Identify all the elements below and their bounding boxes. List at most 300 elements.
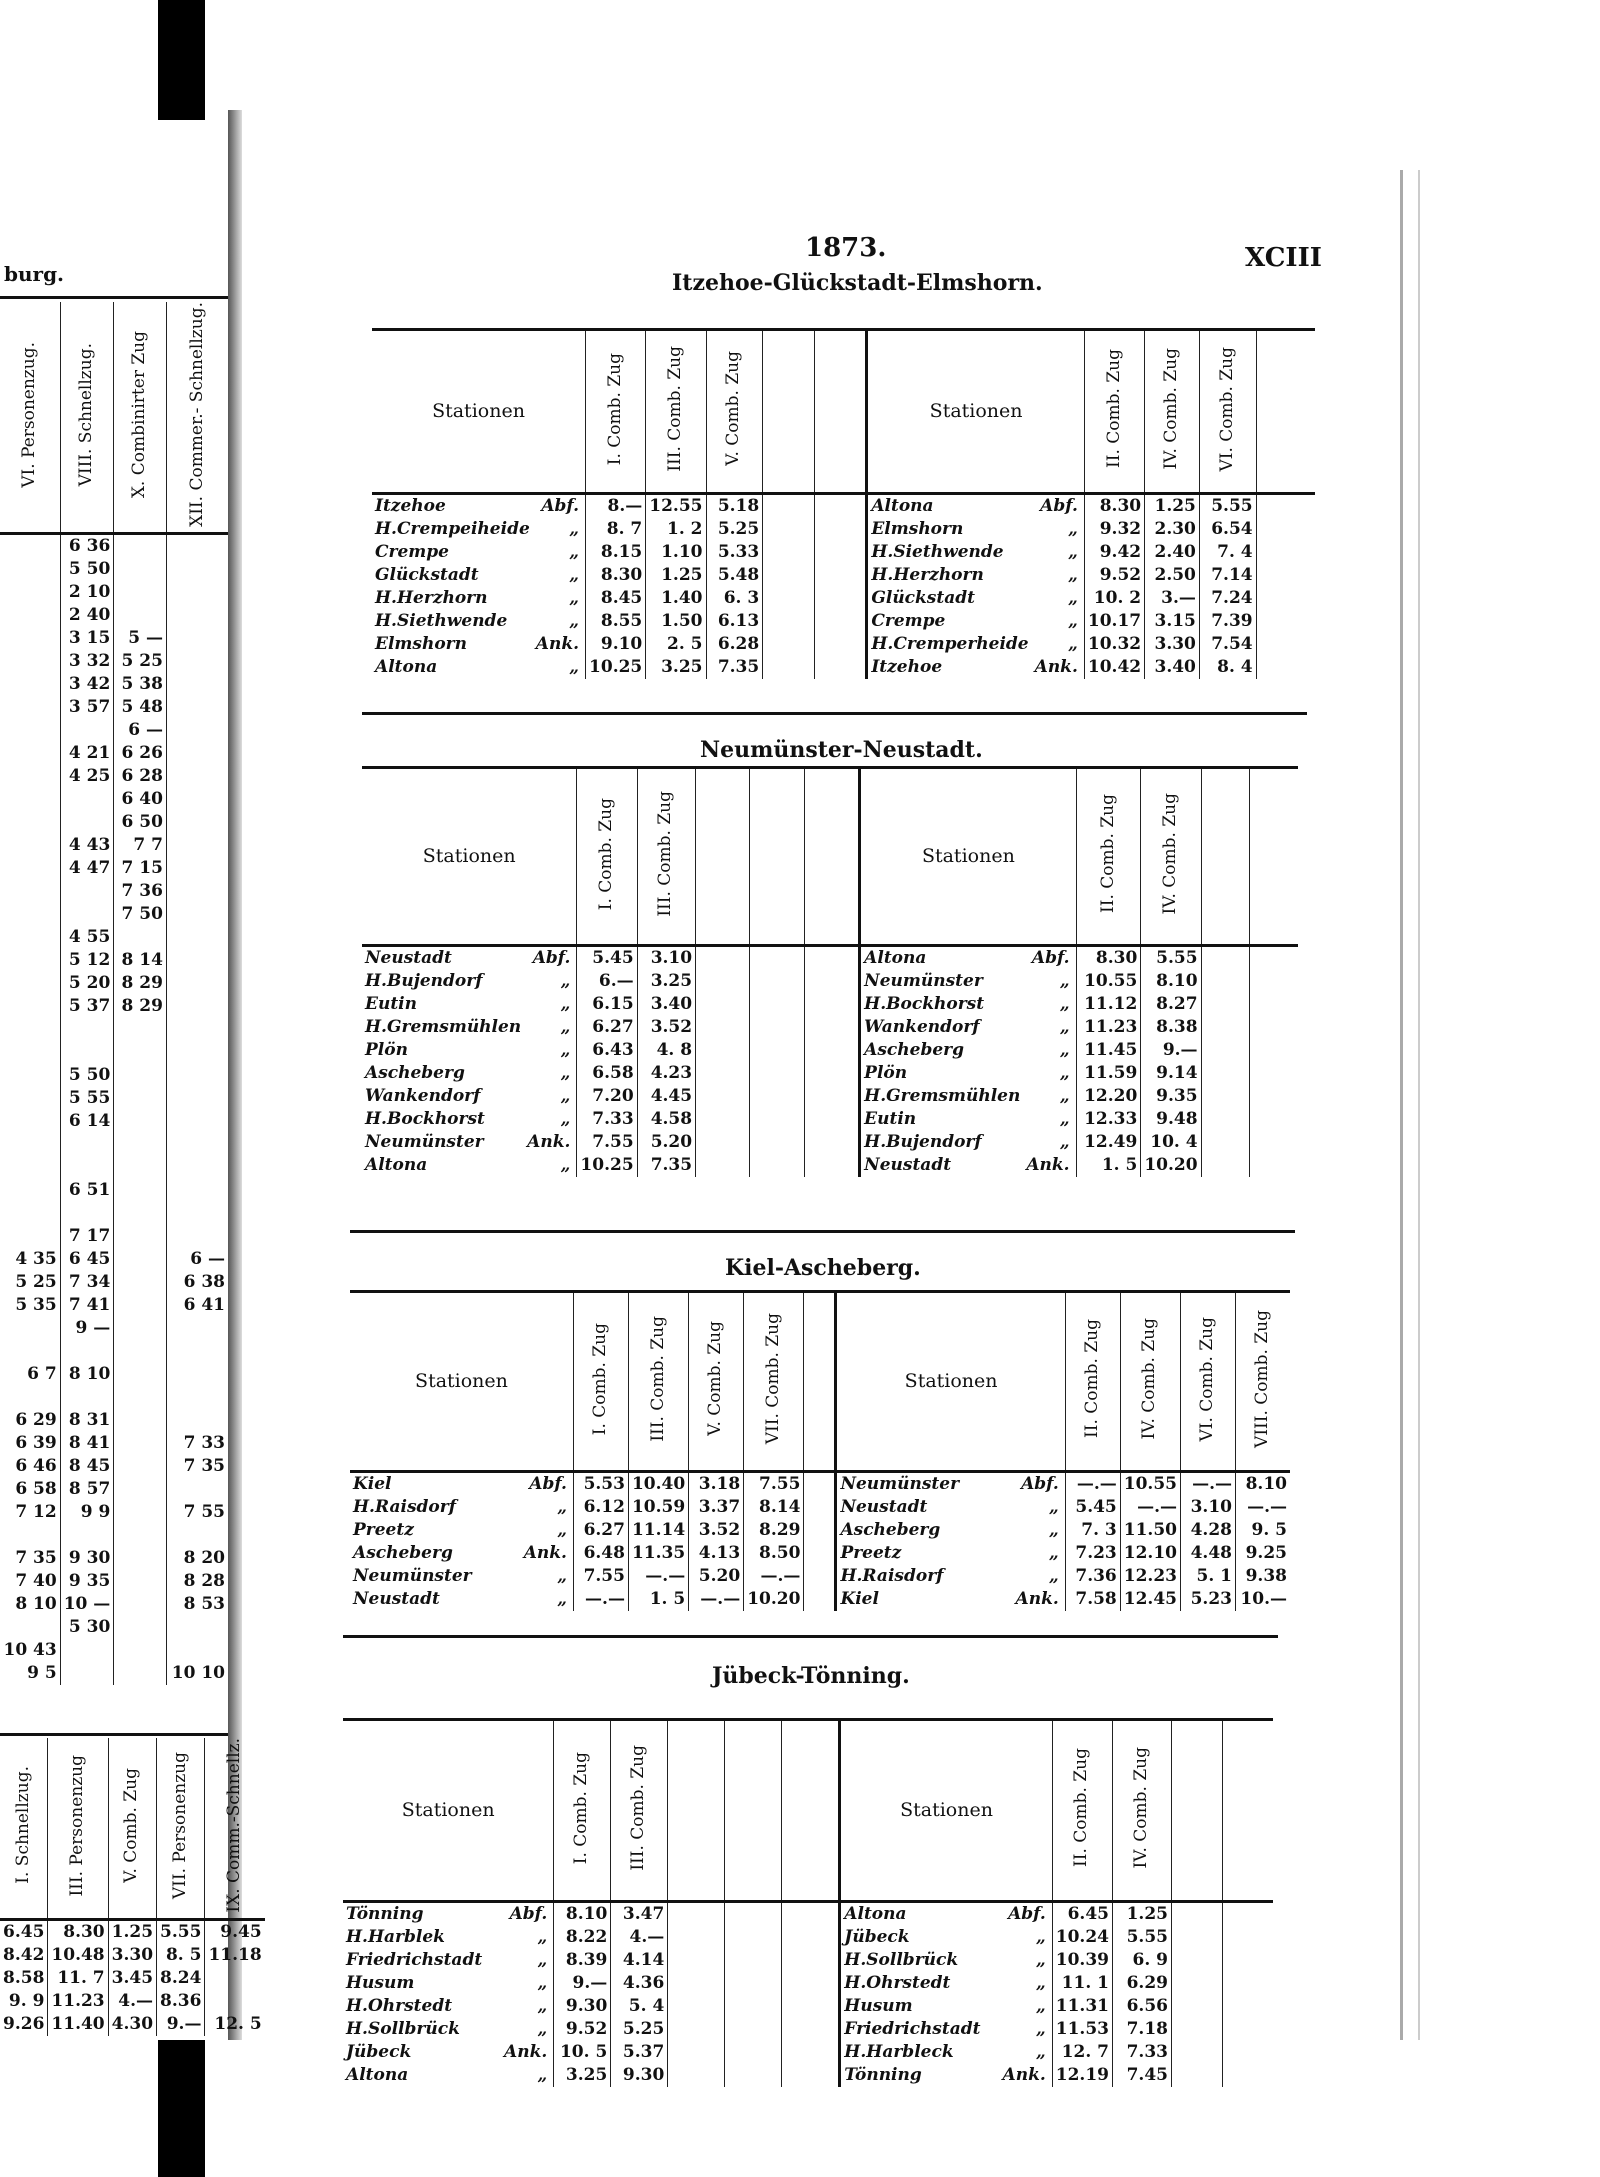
station-name: Elmshorn xyxy=(375,634,467,654)
time-cell: 6 — xyxy=(114,719,167,742)
table-title-kiel: Kiel-Ascheberg. xyxy=(725,1255,921,1281)
timetable-itzehoe-table xyxy=(372,331,1315,679)
table-row xyxy=(0,1432,228,1455)
empty-cell xyxy=(668,1995,725,2018)
empty-cell xyxy=(1201,1085,1250,1108)
time-cell xyxy=(114,1478,167,1501)
time-cell: 8 20 xyxy=(166,1547,228,1570)
time-cell: 4 25 xyxy=(60,765,114,788)
left-bottom-table xyxy=(0,1738,265,2036)
time-cell: 2 40 xyxy=(60,604,114,627)
station-suffix: Abf. xyxy=(1008,1904,1046,1924)
table-row xyxy=(343,1926,1273,1949)
time-cell xyxy=(114,1524,167,1547)
time-cell: 6 39 xyxy=(15,1433,57,1454)
time-cell: 7 7 xyxy=(114,834,167,857)
train-header: III. Comb. Zug xyxy=(611,1721,668,1901)
empty-cell xyxy=(750,993,804,1016)
time-cell: 1. 2 xyxy=(646,518,706,541)
time-cell xyxy=(0,765,60,788)
time-cell: 3.15 xyxy=(1145,610,1200,633)
stations-header: Stationen xyxy=(836,1293,1065,1471)
station-name: Ascheberg xyxy=(860,1039,1024,1062)
empty-cell xyxy=(1223,2064,1274,2087)
time-cell: 7.36 xyxy=(1065,1565,1120,1588)
train-header: III. Comb. Zug xyxy=(646,331,706,493)
train-header: III. Comb. Zug xyxy=(628,1293,688,1471)
left-bot-vii-header: VII. Personenzug xyxy=(157,1738,205,1919)
time-cell xyxy=(114,1271,167,1294)
time-cell: 11.14 xyxy=(628,1519,688,1542)
time-cell: 5 37 xyxy=(60,995,114,1018)
time-cell: 8 41 xyxy=(60,1432,114,1455)
time-cell xyxy=(114,1248,167,1271)
time-cell xyxy=(166,533,228,558)
time-cell: 6 38 xyxy=(166,1271,228,1294)
time-cell xyxy=(0,558,60,581)
empty-cell xyxy=(750,1016,804,1039)
time-cell: 5 12 xyxy=(60,949,114,972)
time-cell: 5.20 xyxy=(637,1131,695,1154)
table-row xyxy=(0,1156,228,1179)
empty-cell xyxy=(696,1108,750,1131)
timetable-neumuenster-table xyxy=(362,769,1298,1177)
time-cell: 5.53 xyxy=(573,1471,628,1496)
time-cell: —.— xyxy=(689,1588,744,1611)
time-cell: 7 36 xyxy=(114,880,167,903)
time-cell xyxy=(0,995,60,1018)
time-cell: 3.52 xyxy=(689,1519,744,1542)
station-suffix: „ xyxy=(1035,2019,1046,2039)
time-cell: 9.26 xyxy=(3,2014,45,2035)
table-row xyxy=(0,1340,228,1363)
time-cell xyxy=(166,903,228,926)
table-row xyxy=(0,1990,265,2013)
time-cell: 8 28 xyxy=(166,1570,228,1593)
station-suffix: Abf. xyxy=(509,1904,548,1924)
train-header: IV. Comb. Zug xyxy=(1120,1293,1180,1471)
table-row xyxy=(350,1496,1290,1519)
table-row xyxy=(0,903,228,926)
time-cell: 8.45 xyxy=(586,587,646,610)
table-row xyxy=(362,1039,1298,1062)
station-suffix: „ xyxy=(560,1017,571,1037)
station-name: Crempe xyxy=(867,610,1032,633)
empty-cell xyxy=(814,564,867,587)
station-suffix: „ xyxy=(569,588,580,608)
time-cell xyxy=(114,1294,167,1317)
time-cell xyxy=(205,1990,265,2013)
empty-cell xyxy=(1223,1901,1274,1926)
time-cell xyxy=(166,673,228,696)
time-cell xyxy=(60,903,114,926)
empty-cell xyxy=(1250,1108,1298,1131)
time-cell: 3.10 xyxy=(1181,1496,1236,1519)
time-cell xyxy=(114,1317,167,1340)
station-suffix: Ank. xyxy=(1034,657,1078,677)
time-cell: 8.36 xyxy=(157,1990,205,2013)
station-name: Neustadt xyxy=(353,1589,440,1609)
time-cell: 8.55 xyxy=(586,610,646,633)
station-suffix: „ xyxy=(560,1086,571,1106)
empty-cell xyxy=(668,2041,725,2064)
station-suffix: Ank. xyxy=(535,634,580,654)
time-cell xyxy=(166,1087,228,1110)
left-top-rule xyxy=(0,296,228,299)
empty-cell xyxy=(668,1901,725,1926)
stations-header: Stationen xyxy=(867,331,1085,493)
station-suffix: Ank. xyxy=(1015,1589,1059,1609)
time-cell: 7 17 xyxy=(60,1225,114,1248)
empty-cell xyxy=(814,587,867,610)
time-cell xyxy=(0,533,60,558)
empty-cell xyxy=(804,1016,859,1039)
table-row xyxy=(362,993,1298,1016)
time-cell xyxy=(166,1639,228,1662)
table-row xyxy=(0,1616,228,1639)
station-name: H.Sollbrück xyxy=(346,2019,460,2039)
table-row xyxy=(343,1995,1273,2018)
time-cell xyxy=(60,1133,114,1156)
station-name: Ascheberg xyxy=(365,1063,465,1083)
table-row xyxy=(0,581,228,604)
time-cell: 3.25 xyxy=(554,2064,611,2087)
empty-cell xyxy=(725,2018,782,2041)
train-header: V. Comb. Zug xyxy=(689,1293,744,1471)
time-cell xyxy=(114,1179,167,1202)
empty-column xyxy=(668,1721,725,1901)
station-suffix: „ xyxy=(1059,1063,1070,1083)
stations-header: Stationen xyxy=(362,769,577,945)
time-cell: 7.33 xyxy=(577,1108,637,1131)
time-cell xyxy=(0,1087,60,1110)
time-cell: 7.35 xyxy=(706,656,763,679)
time-cell: 5 38 xyxy=(114,673,167,696)
train-header: III. Comb. Zug xyxy=(637,769,695,945)
time-cell xyxy=(114,1547,167,1570)
time-cell xyxy=(0,972,60,995)
empty-cell xyxy=(804,1496,836,1519)
time-cell: 7.55 xyxy=(573,1565,628,1588)
time-cell: 11. 7 xyxy=(48,1967,108,1990)
station-suffix: „ xyxy=(569,611,580,631)
time-cell xyxy=(166,1202,228,1225)
time-cell: —.— xyxy=(1065,1471,1120,1496)
time-cell: 8 10 xyxy=(15,1594,57,1615)
time-cell: 9 9 xyxy=(60,1501,114,1524)
table-row xyxy=(362,1154,1298,1177)
empty-cell xyxy=(763,541,815,564)
time-cell xyxy=(114,1087,167,1110)
empty-cell xyxy=(1250,945,1298,970)
time-cell: 9.52 xyxy=(554,2018,611,2041)
empty-cell xyxy=(804,1542,836,1565)
time-cell: 6.48 xyxy=(573,1542,628,1565)
page-year: 1873. xyxy=(805,233,887,263)
time-cell xyxy=(114,1455,167,1478)
table-row xyxy=(0,696,228,719)
time-cell: 12.45 xyxy=(1120,1588,1180,1611)
empty-cell xyxy=(1172,1926,1223,1949)
empty-column xyxy=(1250,769,1298,945)
time-cell: 9.— xyxy=(554,1972,611,1995)
time-cell xyxy=(166,1363,228,1386)
left-bottom-rule xyxy=(0,1733,228,1736)
station-name: Tönning xyxy=(346,1904,424,1924)
station-name: Eutin xyxy=(365,994,417,1014)
station-suffix: „ xyxy=(1035,1927,1046,1947)
station-name: Neustadt xyxy=(860,1154,1024,1177)
station-name: Altona xyxy=(840,1901,995,1926)
table-row xyxy=(0,1294,228,1317)
time-cell xyxy=(114,1110,167,1133)
time-cell: —.— xyxy=(573,1588,628,1611)
station-name: H.Sollbrück xyxy=(840,1949,995,1972)
time-cell: 10.59 xyxy=(628,1496,688,1519)
table-title-itzehoe: Itzehoe-Glückstadt-Elmshorn. xyxy=(672,270,1043,296)
time-cell: 7.45 xyxy=(1113,2064,1172,2087)
time-cell xyxy=(0,604,60,627)
empty-cell xyxy=(782,2064,840,2087)
time-cell xyxy=(0,673,60,696)
station-name: Glückstadt xyxy=(375,565,479,585)
time-cell xyxy=(0,627,60,650)
empty-cell xyxy=(804,1108,859,1131)
time-cell: 10.40 xyxy=(628,1471,688,1496)
table-row xyxy=(350,1565,1290,1588)
time-cell: 5.45 xyxy=(1065,1496,1120,1519)
station-name: Husum xyxy=(346,1973,415,1993)
empty-cell xyxy=(804,1039,859,1062)
time-cell xyxy=(166,1133,228,1156)
empty-cell xyxy=(782,2041,840,2064)
time-cell xyxy=(114,926,167,949)
time-cell: 8.— xyxy=(586,493,646,518)
station-name: H.Ohrstedt xyxy=(346,1996,453,2016)
table-row xyxy=(372,541,1315,564)
left-col-x-header: X. Combinirter Zug xyxy=(114,302,167,533)
time-cell: 3.40 xyxy=(637,993,695,1016)
time-cell: 9.38 xyxy=(1236,1565,1291,1588)
time-cell xyxy=(0,1340,60,1363)
table-row xyxy=(0,1547,228,1570)
time-cell: 10.25 xyxy=(577,1154,637,1177)
time-cell xyxy=(114,1041,167,1064)
time-cell: 7.33 xyxy=(1113,2041,1172,2064)
time-cell xyxy=(0,949,60,972)
train-header: I. Comb. Zug xyxy=(577,769,637,945)
time-cell xyxy=(60,1662,114,1685)
time-cell: 7 15 xyxy=(114,857,167,880)
station-name: Glückstadt xyxy=(867,587,1032,610)
time-cell: 6 51 xyxy=(60,1179,114,1202)
time-cell xyxy=(166,696,228,719)
station-suffix: Abf. xyxy=(1021,1474,1059,1494)
time-cell: 11.53 xyxy=(1052,2018,1112,2041)
table-row xyxy=(0,1087,228,1110)
time-cell xyxy=(114,1662,167,1685)
time-cell: 5 48 xyxy=(114,696,167,719)
station-name: H.Bujendorf xyxy=(860,1131,1024,1154)
station-name: Tönning xyxy=(840,2064,995,2087)
time-cell: 1.50 xyxy=(646,610,706,633)
time-cell: 7 33 xyxy=(166,1432,228,1455)
time-cell xyxy=(60,1018,114,1041)
station-suffix: „ xyxy=(1068,611,1078,631)
table-row xyxy=(0,627,228,650)
time-cell xyxy=(166,650,228,673)
time-cell: 8.14 xyxy=(744,1496,804,1519)
table-row xyxy=(362,1085,1298,1108)
page-edge-right-2 xyxy=(1418,170,1420,2040)
time-cell: 6 45 xyxy=(60,1248,114,1271)
time-cell: 6. 3 xyxy=(706,587,763,610)
time-cell: 8 10 xyxy=(60,1363,114,1386)
time-cell: 2 10 xyxy=(60,581,114,604)
time-cell: 6 28 xyxy=(114,765,167,788)
time-cell: 5 30 xyxy=(60,1616,114,1639)
station-name: Neustadt xyxy=(836,1496,998,1519)
station-suffix: „ xyxy=(560,1063,571,1083)
time-cell: 4 43 xyxy=(60,834,114,857)
time-cell: 7 35 xyxy=(15,1548,57,1569)
station-suffix: „ xyxy=(1035,1973,1046,1993)
time-cell xyxy=(114,1225,167,1248)
time-cell: 6 50 xyxy=(114,811,167,834)
table-title-neumuenster: Neumünster-Neustadt. xyxy=(700,737,983,763)
empty-cell xyxy=(814,656,867,679)
time-cell: 9. 9 xyxy=(8,1991,45,2012)
time-cell xyxy=(166,1409,228,1432)
empty-cell xyxy=(804,1519,836,1542)
time-cell: 10.20 xyxy=(1141,1154,1201,1177)
left-bottom-body xyxy=(0,1919,265,2036)
time-cell: 6 41 xyxy=(166,1294,228,1317)
time-cell: 9.30 xyxy=(554,1995,611,2018)
table-row xyxy=(0,719,228,742)
empty-cell xyxy=(1250,1085,1298,1108)
time-cell: 5 25 xyxy=(15,1272,57,1293)
time-cell xyxy=(0,1064,60,1087)
time-cell: 6.56 xyxy=(1113,1995,1172,2018)
time-cell: 9.— xyxy=(1141,1039,1201,1062)
time-cell: 9.10 xyxy=(586,633,646,656)
time-cell: 6 36 xyxy=(60,533,114,558)
station-name: H.Harbleck xyxy=(840,2041,995,2064)
station-name: Eutin xyxy=(860,1108,1024,1131)
time-cell: 4.23 xyxy=(637,1062,695,1085)
empty-cell xyxy=(1250,1154,1298,1177)
station-name: H.Herzhorn xyxy=(867,564,1032,587)
time-cell: 8 57 xyxy=(60,1478,114,1501)
table-row xyxy=(0,1662,228,1685)
time-cell: 10.55 xyxy=(1076,970,1141,993)
station-suffix: „ xyxy=(1068,519,1078,539)
time-cell: —.— xyxy=(1236,1496,1291,1519)
time-cell: 6 7 xyxy=(27,1364,57,1385)
station-suffix: „ xyxy=(1059,1132,1070,1152)
time-cell: 11. 1 xyxy=(1052,1972,1112,1995)
time-cell: 4.14 xyxy=(611,1949,668,1972)
station-suffix: „ xyxy=(1059,971,1070,991)
time-cell: 8 14 xyxy=(114,949,167,972)
time-cell: —.— xyxy=(1120,1496,1180,1519)
station-suffix: „ xyxy=(537,1996,548,2016)
time-cell xyxy=(0,1179,60,1202)
empty-cell xyxy=(1201,1039,1250,1062)
train-header: VI. Comb. Zug xyxy=(1181,1293,1236,1471)
station-suffix: „ xyxy=(1059,1040,1070,1060)
time-cell: 6.27 xyxy=(573,1519,628,1542)
time-cell: 9.14 xyxy=(1141,1062,1201,1085)
table-row xyxy=(0,1570,228,1593)
time-cell xyxy=(114,581,167,604)
time-cell: 10.24 xyxy=(1052,1926,1112,1949)
time-cell: 1.25 xyxy=(646,564,706,587)
empty-cell xyxy=(725,2064,782,2087)
empty-cell xyxy=(725,1995,782,2018)
section-rule xyxy=(350,1230,1295,1233)
time-cell xyxy=(0,1041,60,1064)
time-cell: 7 35 xyxy=(166,1455,228,1478)
time-cell: 5.25 xyxy=(706,518,763,541)
table-row xyxy=(0,1639,228,1662)
time-cell: —.— xyxy=(1181,1471,1236,1496)
empty-cell xyxy=(814,633,867,656)
time-cell xyxy=(114,1616,167,1639)
time-cell: 3 57 xyxy=(60,696,114,719)
table-row xyxy=(343,1901,1273,1926)
train-header: V. Comb. Zug xyxy=(706,331,763,493)
time-cell: 8 29 xyxy=(114,972,167,995)
time-cell xyxy=(0,1524,60,1547)
empty-cell xyxy=(1172,1949,1223,1972)
time-cell xyxy=(166,1478,228,1501)
station-suffix: „ xyxy=(1059,1017,1070,1037)
time-cell: 8 29 xyxy=(114,995,167,1018)
table-row xyxy=(343,2064,1273,2087)
time-cell: 5.55 xyxy=(1199,493,1256,518)
time-cell xyxy=(166,558,228,581)
table-row xyxy=(0,834,228,857)
station-name: Husum xyxy=(840,1995,995,2018)
time-cell: 7 12 xyxy=(15,1502,57,1523)
time-cell: 2.40 xyxy=(1145,541,1200,564)
time-cell xyxy=(166,765,228,788)
station-name: H.Bockhorst xyxy=(365,1109,485,1129)
station-name: H.Bockhorst xyxy=(860,993,1024,1016)
left-page-title: burg. xyxy=(4,262,65,286)
time-cell: 3.10 xyxy=(637,945,695,970)
station-suffix: „ xyxy=(1068,634,1078,654)
time-cell: 12.23 xyxy=(1120,1565,1180,1588)
empty-cell xyxy=(725,1926,782,1949)
empty-cell xyxy=(1172,2064,1223,2087)
time-cell xyxy=(0,1018,60,1041)
table-row xyxy=(0,788,228,811)
station-suffix: „ xyxy=(1059,1086,1070,1106)
time-cell: 8.10 xyxy=(1236,1471,1291,1496)
time-cell xyxy=(60,1386,114,1409)
empty-cell xyxy=(1250,993,1298,1016)
time-cell xyxy=(0,742,60,765)
station-suffix: „ xyxy=(537,2065,548,2085)
time-cell: 3.30 xyxy=(1145,633,1200,656)
empty-cell xyxy=(763,633,815,656)
table-row xyxy=(0,1478,228,1501)
table-row xyxy=(0,1501,228,1524)
time-cell: 8.24 xyxy=(157,1967,205,1990)
